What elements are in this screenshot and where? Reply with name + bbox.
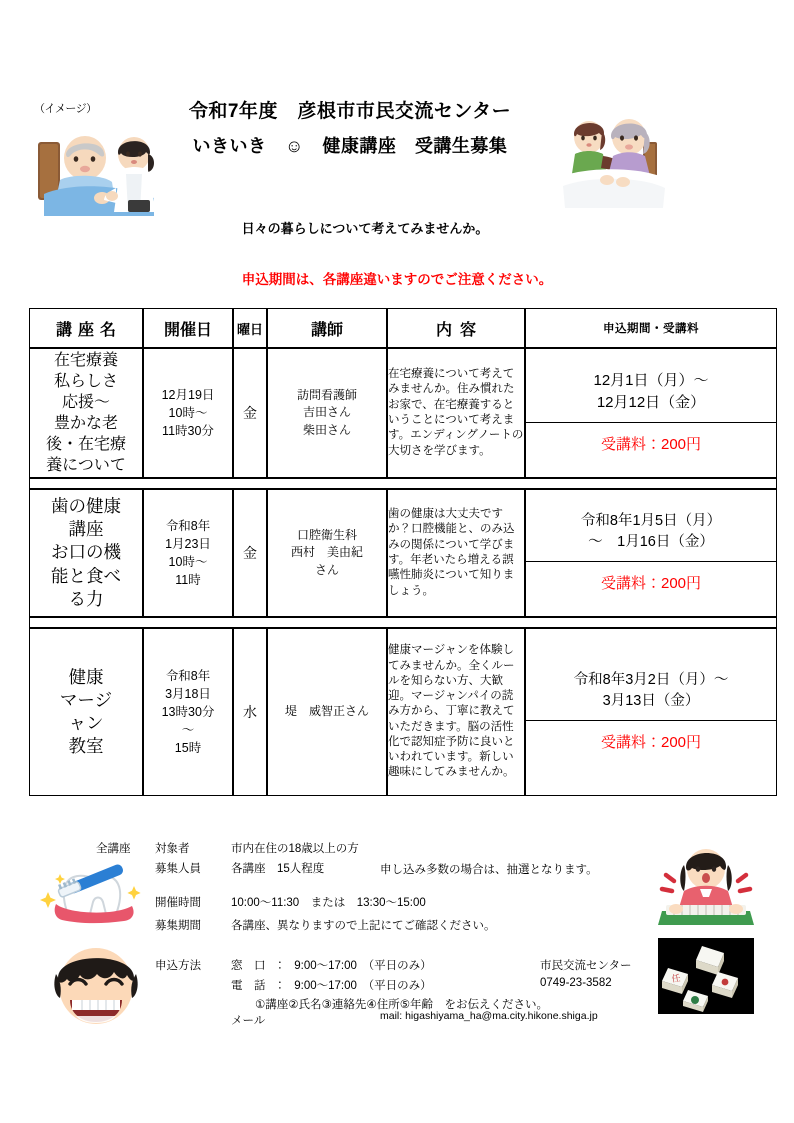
capacity-label: 募集人員 (155, 863, 201, 875)
table-row (29, 628, 777, 796)
column-header-content: 内容 (387, 308, 525, 348)
application-period-notice: 申込期間は、各講座違いますのでご注意ください。 (241, 272, 553, 287)
caregiver-with-elderly-woman-icon (545, 112, 755, 217)
course-name-cell: 歯の健康 講座 お口の機 能と食べ る力 (29, 489, 143, 617)
mahjong-tiles-icon (658, 938, 754, 1014)
row-spacer (29, 617, 777, 628)
center-name: 市民交流センター (540, 960, 632, 972)
course-dow-cell: 金 (233, 348, 267, 478)
capacity-note: 申し込み多数の場合は、抽選となります。 (380, 864, 598, 876)
all-courses-label: 全講座 (96, 843, 131, 855)
column-header-period-fee: 申込期間・受講料 (525, 308, 777, 348)
table-row (29, 489, 777, 617)
recruit-period-value: 各講座、異なりますので上記にてご確認ください。 (231, 920, 496, 932)
image-caption-label: （イメージ） (34, 103, 97, 115)
course-instructor-cell: 訪問看護師 吉田さん 柴田さん (267, 348, 387, 478)
course-instructor-cell: 堤 威智正さん (267, 628, 387, 796)
time-value: 10:00～11:30 または 13:30～15:00 (231, 897, 426, 909)
course-content-cell: 在宅療養について考えてみませんか。住み慣れたお家で、在宅療養するということについて考えます。エンディングノートの大切さを学びます。 (387, 348, 525, 478)
course-fee-text: 受講料：200円 (600, 435, 702, 453)
course-date-cell: 12月19日 10時～ 11時30分 (143, 348, 233, 478)
course-date-cell: 令和8年 3月18日 13時30分 ～ 15時 (143, 628, 233, 796)
target-value: 市内在住の18歳以上の方 (231, 843, 359, 855)
apply-mail-label: メール (231, 1015, 266, 1027)
column-header-day-of-week: 曜日 (233, 308, 267, 348)
courses-table (29, 308, 777, 796)
application-period-text: 令和8年1月5日（月） ～ 1月16日（金） (526, 503, 776, 562)
courses-table-wrapper (29, 308, 765, 796)
smiling-child-face-icon (44, 938, 148, 1030)
application-period-text: 令和8年3月2日（月）～ 3月13日（金） (526, 662, 776, 721)
course-instructor-cell: 口腔衛生科 西村 美由紀 さん (267, 489, 387, 617)
page-subtitle: 日々の暮らしについて考えてみませんか。 (241, 221, 489, 236)
course-content-cell: 歯の健康は大丈夫ですか？口腔機能と、のみ込みの関係について学びます。年老いたら増える誤嚥性肺炎について知りましょう。 (387, 489, 525, 617)
svg-text:任: 任 (671, 973, 682, 985)
course-period-fee-cell (525, 489, 777, 617)
apply-window-value: 窓 口 ： 9:00～17:00 （平日のみ） (231, 960, 432, 972)
capacity-value: 各講座 15人程度 (231, 863, 325, 875)
apply-mail-value: mail: higashiyama_ha@ma.city.hikone.shiga.jp (380, 1010, 598, 1022)
course-content-cell: 健康マージャンを体験してみませんか。全くルールを知らない方、大歓迎。マージャンパイの読み方から、丁寧に教えていただきます。脳の活性化で認知症予防に良いといわれています。新しい趣味にしてみませんか。 (387, 628, 525, 796)
mahjong-player-woman-icon (652, 845, 760, 933)
apply-phone-note: ①講座②氏名③連絡先④住所⑤年齢 をお伝えください。 (255, 999, 549, 1011)
header-area (0, 0, 794, 255)
row-spacer (29, 478, 777, 489)
apply-method-label: 申込方法 (155, 960, 201, 972)
center-telephone: 0749-23-3582 (540, 977, 612, 989)
course-period-fee-cell (525, 628, 777, 796)
page-title-block (150, 96, 550, 158)
course-fee-text: 受講料：200円 (600, 734, 702, 752)
time-label: 開催時間 (155, 897, 201, 909)
course-date-cell: 令和8年 1月23日 10時～ 11時 (143, 489, 233, 617)
application-period-text: 12月1日（月）～ 12月12日（金） (526, 362, 776, 423)
course-dow-cell: 金 (233, 489, 267, 617)
recruit-period-label: 募集期間 (155, 920, 201, 932)
elderly-man-in-bed-with-nurse-icon (30, 124, 170, 220)
course-period-fee-cell (525, 348, 777, 478)
course-name-cell: 健康 マージ ャン 教室 (29, 628, 143, 796)
apply-phone-value: 電 話 ： 9:00～17:00 （平日のみ） (231, 980, 432, 992)
column-header-instructor: 講師 (267, 308, 387, 348)
target-label: 対象者 (155, 843, 190, 855)
table-header-row (29, 308, 777, 348)
column-header-date: 開催日 (143, 308, 233, 348)
page-title-line1: 令和7年度 彦根市市民交流センター (188, 101, 512, 122)
course-fee-text: 受講料：200円 (600, 575, 702, 593)
tooth-with-toothbrush-icon (38, 852, 150, 936)
column-header-course-name: 講座名 (29, 308, 143, 348)
course-dow-cell: 水 (233, 628, 267, 796)
course-name-cell: 在宅療養 私らしさ 応援～ 豊かな老 後・在宅療 養について (29, 348, 143, 478)
page-title-line2: いきいき ☺ 健康講座 受講生募集 (192, 136, 508, 156)
table-row (29, 348, 777, 478)
